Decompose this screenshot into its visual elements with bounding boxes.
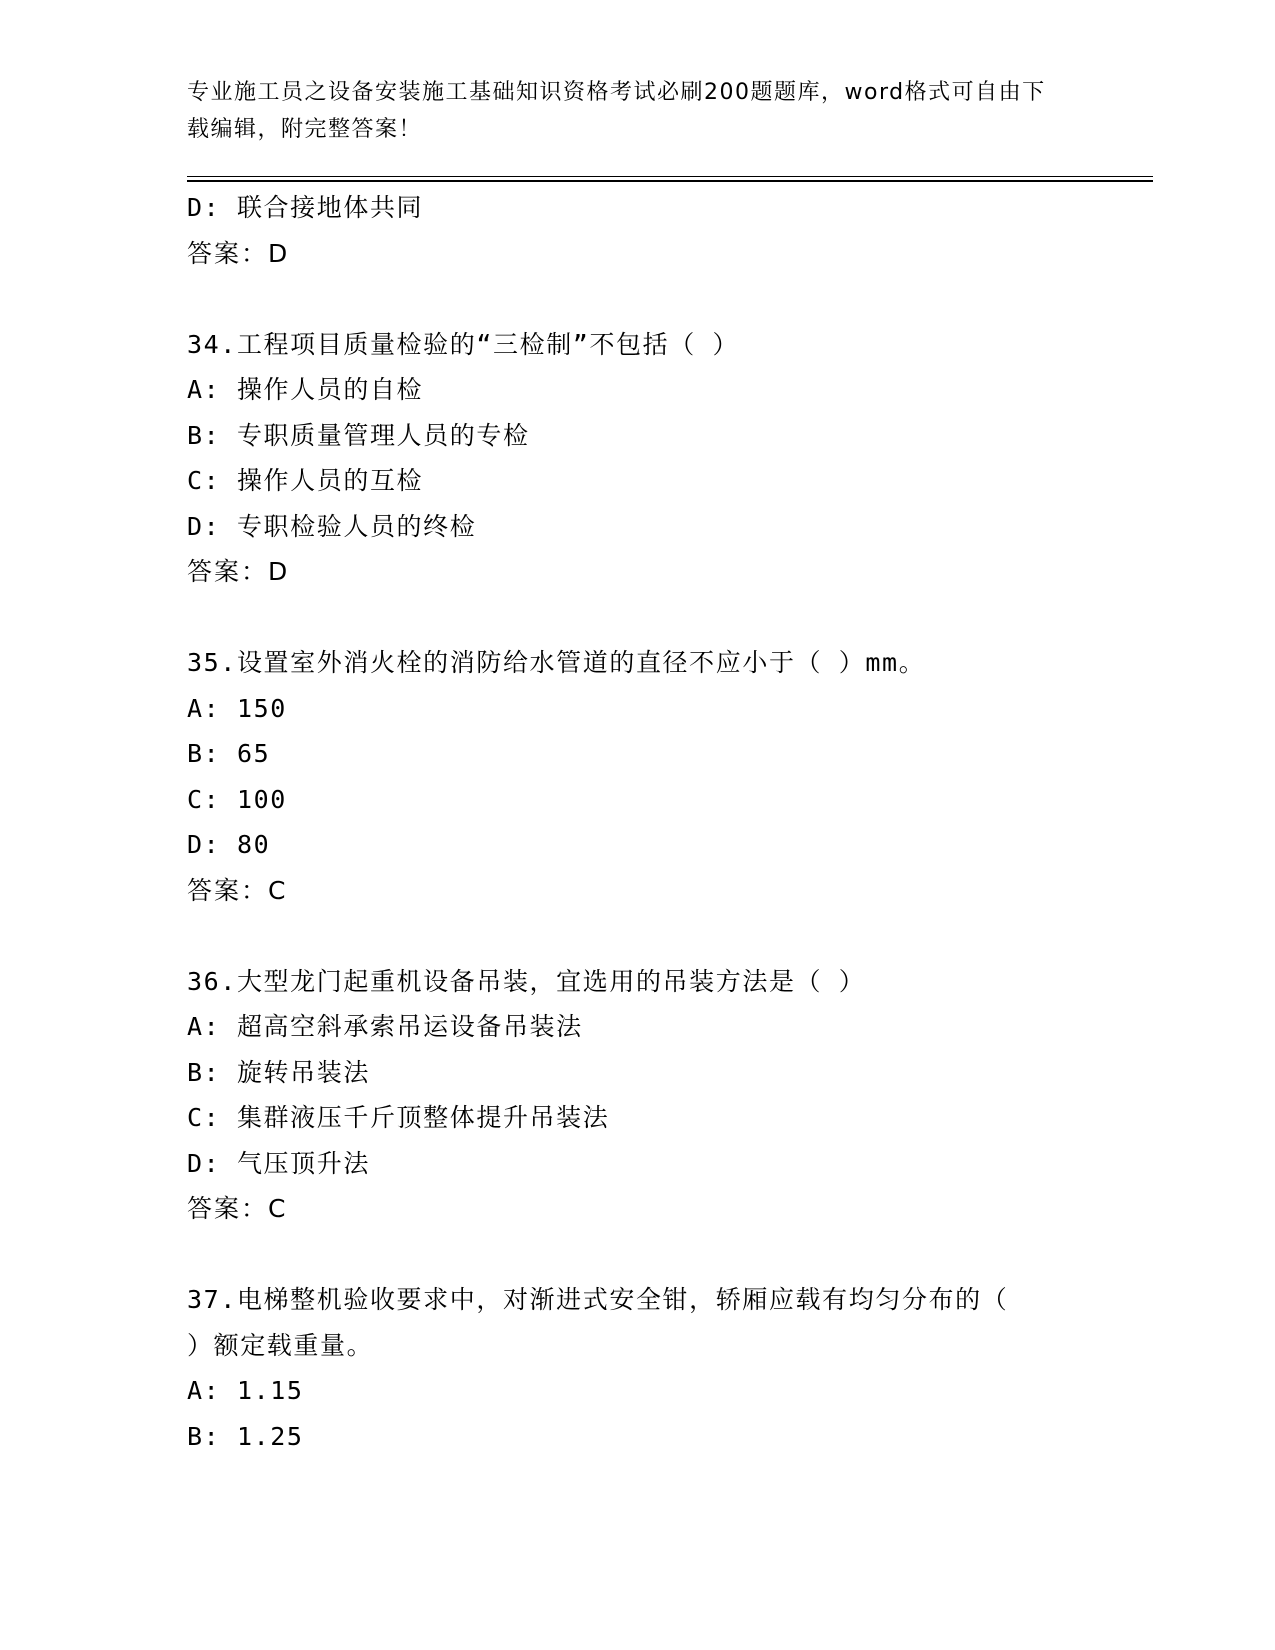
spacer — [187, 276, 1087, 322]
spacer — [187, 913, 1087, 959]
header-divider-thin — [187, 176, 1153, 177]
question-stem: 36.大型龙门起重机设备吊装，宜选用的吊装方法是（ ） — [187, 966, 866, 996]
option-b: B: 专职质量管理人员的专检 — [187, 420, 530, 450]
option-d: D: 80 — [187, 830, 271, 859]
question-list — [187, 185, 1087, 1459]
option-a: A: 超高空斜承索吊运设备吊装法 — [187, 1012, 583, 1041]
option-b: B: 65 — [187, 739, 271, 768]
option-b: B: 旋转吊装法 — [187, 1057, 370, 1087]
option-b: B: 1.25 — [187, 1421, 304, 1451]
option-c: C: 100 — [187, 784, 287, 814]
answer-line: 答案：C — [187, 1194, 288, 1223]
question-stem: 34.工程项目质量检验的“三检制”不包括（ ） — [187, 329, 740, 359]
document-header: 专业施工员之设备安装施工基础知识资格考试必刷200题题库，word格式可自由下载编辑，附完整答案！ — [187, 80, 1046, 142]
spacer — [187, 1232, 1087, 1278]
answer-line: 答案：D — [187, 238, 290, 268]
option-d: D: 气压顶升法 — [187, 1148, 370, 1178]
option-c: C: 集群液压千斤顶整体提升吊装法 — [187, 1103, 610, 1132]
option-a: A: 操作人员的自检 — [187, 375, 424, 404]
question-stem-line-1: 37.电梯整机验收要求中，对渐进式安全钳，轿厢应载有均匀分布的（ — [187, 1285, 1009, 1314]
option-c: C: 操作人员的互检 — [187, 466, 424, 495]
header-divider-thick — [187, 180, 1153, 182]
answer-line: 答案：D — [187, 557, 290, 586]
option-d: D: 专职检验人员的终检 — [187, 511, 477, 541]
spacer — [187, 595, 1087, 641]
question-stem: 35.设置室外消火栓的消防给水管道的直径不应小于（ ）mm。 — [187, 648, 926, 677]
answer-line: 答案：C — [187, 875, 288, 905]
question-stem-line-2: ）额定载重量。 — [187, 1330, 374, 1360]
option-d: D: 联合接地体共同 — [187, 193, 424, 222]
option-a: A: 150 — [187, 693, 287, 723]
option-a: A: 1.15 — [187, 1376, 304, 1405]
